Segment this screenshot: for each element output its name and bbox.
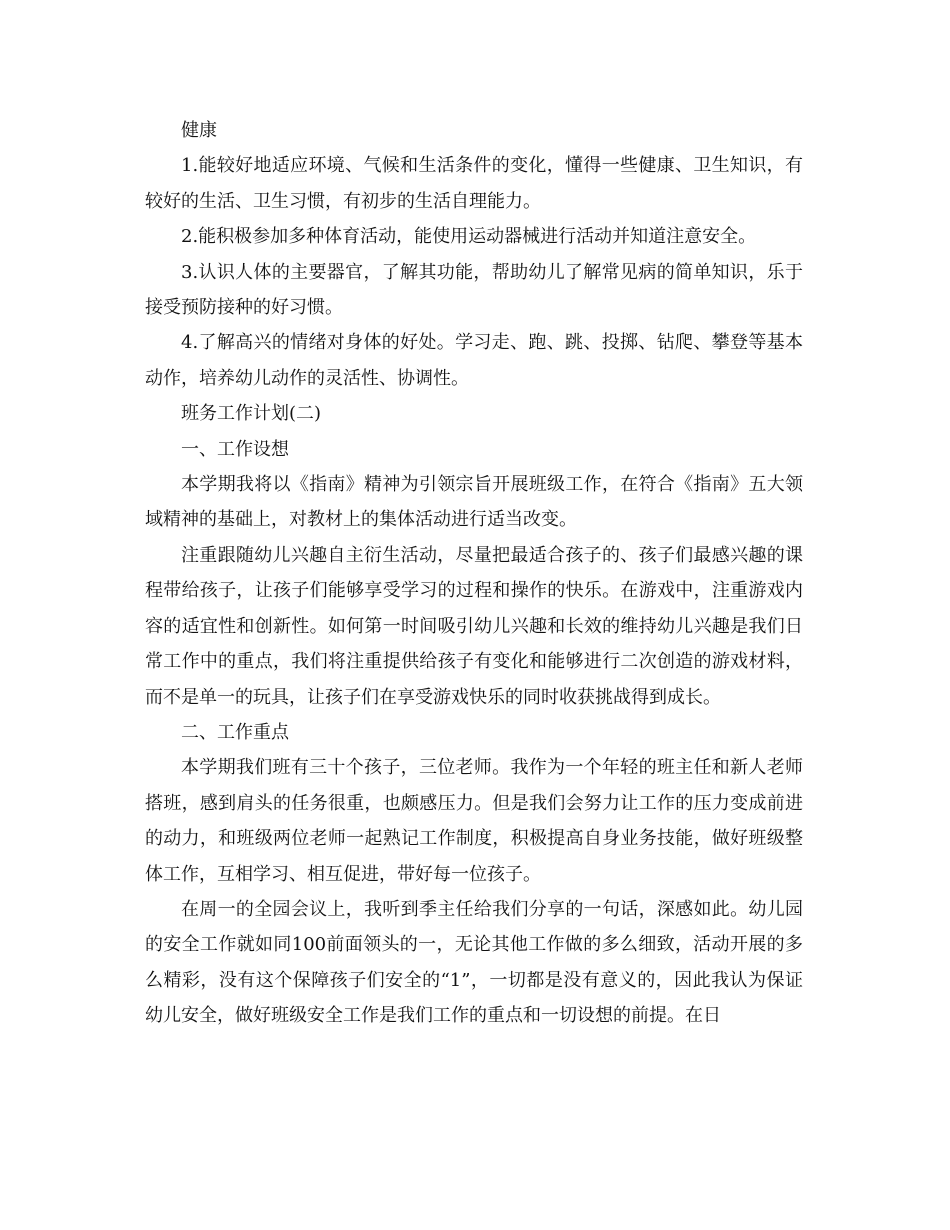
heading-health: 健康 bbox=[181, 120, 217, 141]
heading-work-ideas: 一、工作设想 bbox=[181, 438, 289, 460]
paragraph-class-overview: 本学期我们班有三十个孩子，三位老师。我作为一个年轻的班主任和新人老师搭班，感到肩头的任务很重，也颇感压力。但是我们会努力让工作的压力变成前进的动力，和班级两位老师一起熟记工作制度，积极提高自身业务技能，做好班级整体工作，互相学习、相互促进，带好每一位孩子。 bbox=[145, 757, 803, 885]
health-item-2: 2.能积极参加多种体育活动，能使用运动器械进行活动并知道注意安全。 bbox=[181, 226, 757, 248]
paragraph-guide-spirit: 本学期我将以《指南》精神为引领宗旨开展班级工作，在符合《指南》五大领域精神的基础上，对教材上的集体活动进行适当改变。 bbox=[145, 474, 803, 531]
heading-work-focus: 二、工作重点 bbox=[181, 721, 289, 743]
section-title-class-plan-2: 班务工作计划(二) bbox=[181, 403, 322, 425]
health-item-1: 1.能较好地适应环境、气候和生活条件的变化，懂得一些健康、卫生知识，有较好的生活、卫生习惯，有初步的生活自理能力。 bbox=[145, 155, 803, 212]
health-item-3: 3.认识人体的主要器官，了解其功能，帮助幼儿了解常见病的简单知识，乐于接受预防接种的好习惯。 bbox=[145, 261, 803, 319]
paragraph-safety-work: 在周一的全园会议上，我听到季主任给我们分享的一句话，深感如此。幼儿园的安全工作就如同100前面领头的一，无论其他工作做的多么细致，活动开展的多么精彩，没有这个保障孩子们安全的“1”，一切都是没有意义的，因此我认为保证幼儿安全，做好班级安全工作是我们工作的重点和一切设想的前提。在日 bbox=[145, 898, 803, 1027]
document-body bbox=[145, 113, 803, 1034]
health-item-4: 4.了解高兴的情绪对身体的好处。学习走、跑、跳、投掷、钻爬、攀登等基本动作，培养幼儿动作的灵活性、协调性。 bbox=[145, 332, 803, 389]
paragraph-follow-interest: 注重跟随幼儿兴趣自主衍生活动，尽量把最适合孩子的、孩子们最感兴趣的课程带给孩子，让孩子们能够享受学习的过程和操作的快乐。在游戏中，注重游戏内容的适宜性和创新性。如何第一时间吸引幼儿兴趣和长效的维持幼儿兴趣是我们日常工作中的重点，我们将注重提供给孩子有变化和能够进行二次创造的游戏材料，而不是单一的玩具，让孩子们在享受游戏快乐的同时收获挑战得到成长。 bbox=[145, 544, 803, 708]
